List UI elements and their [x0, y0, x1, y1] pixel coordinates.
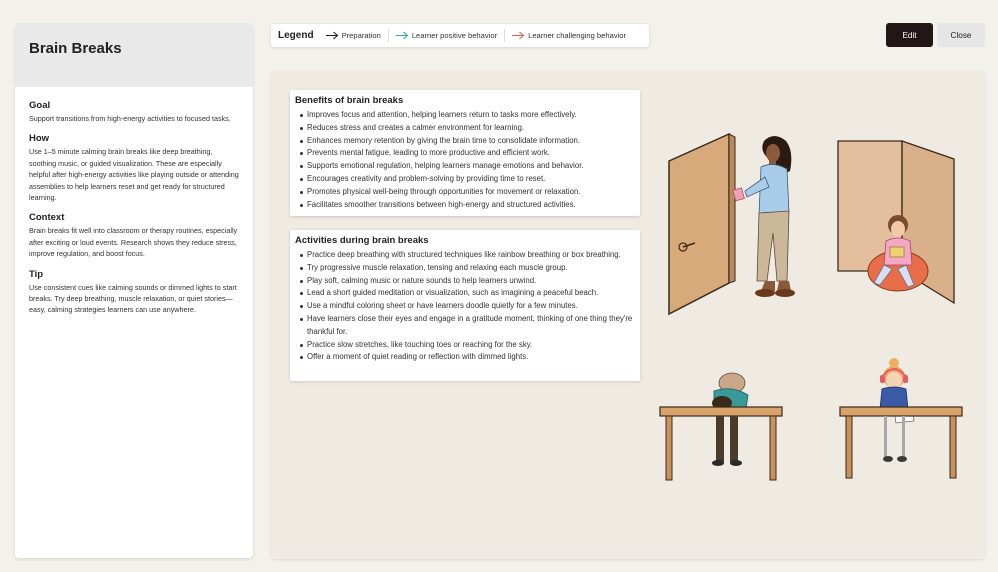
legend-item-positive [396, 31, 497, 40]
list-item: Play soft, calming music or nature sounds to help learners unwind. [295, 275, 635, 288]
list-item: Practice deep breathing with structured techniques like rainbow breathing or box breathing. [295, 249, 635, 262]
list-item: Encourages creativity and problem-solving by providing time to reset. [295, 173, 635, 186]
list-item: Practice slow stretches, like touching toes or reaching for the sky. [295, 339, 635, 352]
legend-label: Preparation [341, 31, 381, 40]
card-title: Benefits of brain breaks [295, 95, 404, 106]
strategy-detail-panel [15, 24, 253, 558]
section-body: Use consistent cues like calming sounds or dimmed lights to start breaks. Try deep breathing, muscle relaxation, or quiet stories—easy, calming strategies learners can use anywhere. [29, 282, 237, 315]
list-item: Try progressive muscle relaxation, tensing and relaxing each muscle group. [295, 262, 635, 275]
legend-item-challenging [512, 31, 626, 40]
card-title: Activities during brain breaks [295, 235, 429, 246]
section-body: Support transitions from high-energy activities to focused tasks. [29, 114, 231, 123]
context-section [29, 212, 239, 259]
list-item: Improves focus and attention, helping learners return to tasks more effectively. [295, 109, 635, 122]
tip-section [29, 269, 239, 316]
panel-body [15, 87, 253, 316]
goal-section [29, 100, 239, 124]
panel-header [15, 24, 253, 87]
list-item: Enhances memory retention by giving the brain time to consolidate information. [295, 135, 635, 148]
list-item: Lead a short guided meditation or visualization, such as imagining a peaceful beach. [295, 287, 635, 300]
main-content [271, 71, 985, 559]
child-drawing-headphones-illustration [836, 357, 966, 483]
legend-bar [271, 24, 649, 47]
benefits-card [290, 90, 640, 216]
panel-title: Brain Breaks [29, 40, 122, 57]
list-item: Reduces stress and creates a calmer environment for learning. [295, 122, 635, 135]
section-heading: Goal [29, 100, 51, 111]
section-heading: Tip [29, 268, 44, 280]
arrow-right-icon [396, 31, 409, 40]
list-item: Have learners close their eyes and engage in a gratitude moment, thinking of one thing they're thankful for. [295, 313, 635, 339]
legend-title: Legend [278, 30, 314, 41]
arrow-right-icon [326, 31, 339, 40]
list-item: Promotes physical well-being through opportunities for movement or relaxation. [295, 186, 635, 199]
close-button[interactable]: Close [937, 23, 985, 47]
list-item: Supports emotional regulation, helping learners manage emotions and behavior. [295, 160, 635, 173]
legend-item-preparation [326, 31, 381, 40]
child-reading-corner-illustration [836, 139, 961, 307]
teacher-at-door-illustration [661, 131, 811, 321]
arrow-right-icon [512, 31, 525, 40]
section-heading: How [29, 133, 50, 145]
legend-divider [388, 29, 389, 42]
legend-label: Learner positive behavior [411, 31, 498, 40]
child-resting-head-desk-illustration [656, 371, 786, 483]
edit-button[interactable]: Edit [886, 23, 933, 47]
list-item: Use a mindful coloring sheet or have learners doodle quietly for a few minutes. [295, 300, 635, 313]
section-heading: Context [29, 212, 65, 224]
section-body: Use 1–5 minute calming brain breaks like deep breathing, soothing music, or guided visualization. These are especially helpful after high-energy activities like playing outside or attending assemblies to help learners reset and get ready for structured learning. [29, 147, 239, 203]
legend-label: Learner challenging behavior [528, 31, 627, 40]
list-item: Prevents mental fatigue, leading to more productive and efficient work. [295, 147, 635, 160]
legend-divider [504, 29, 505, 42]
activities-list [295, 249, 635, 364]
activities-card [290, 230, 640, 381]
how-section [29, 133, 239, 203]
list-item: Facilitates smoother transitions between high-energy and structured activities. [295, 199, 635, 212]
section-body: Brain breaks fit well into classroom or therapy routines, especially after exciting or loud events. Research shows they reduce stress, improve regulation, and boost focus. [29, 226, 238, 259]
benefits-list [295, 109, 635, 211]
list-item: Offer a moment of quiet reading or reflection with dimmed lights. [295, 351, 635, 364]
